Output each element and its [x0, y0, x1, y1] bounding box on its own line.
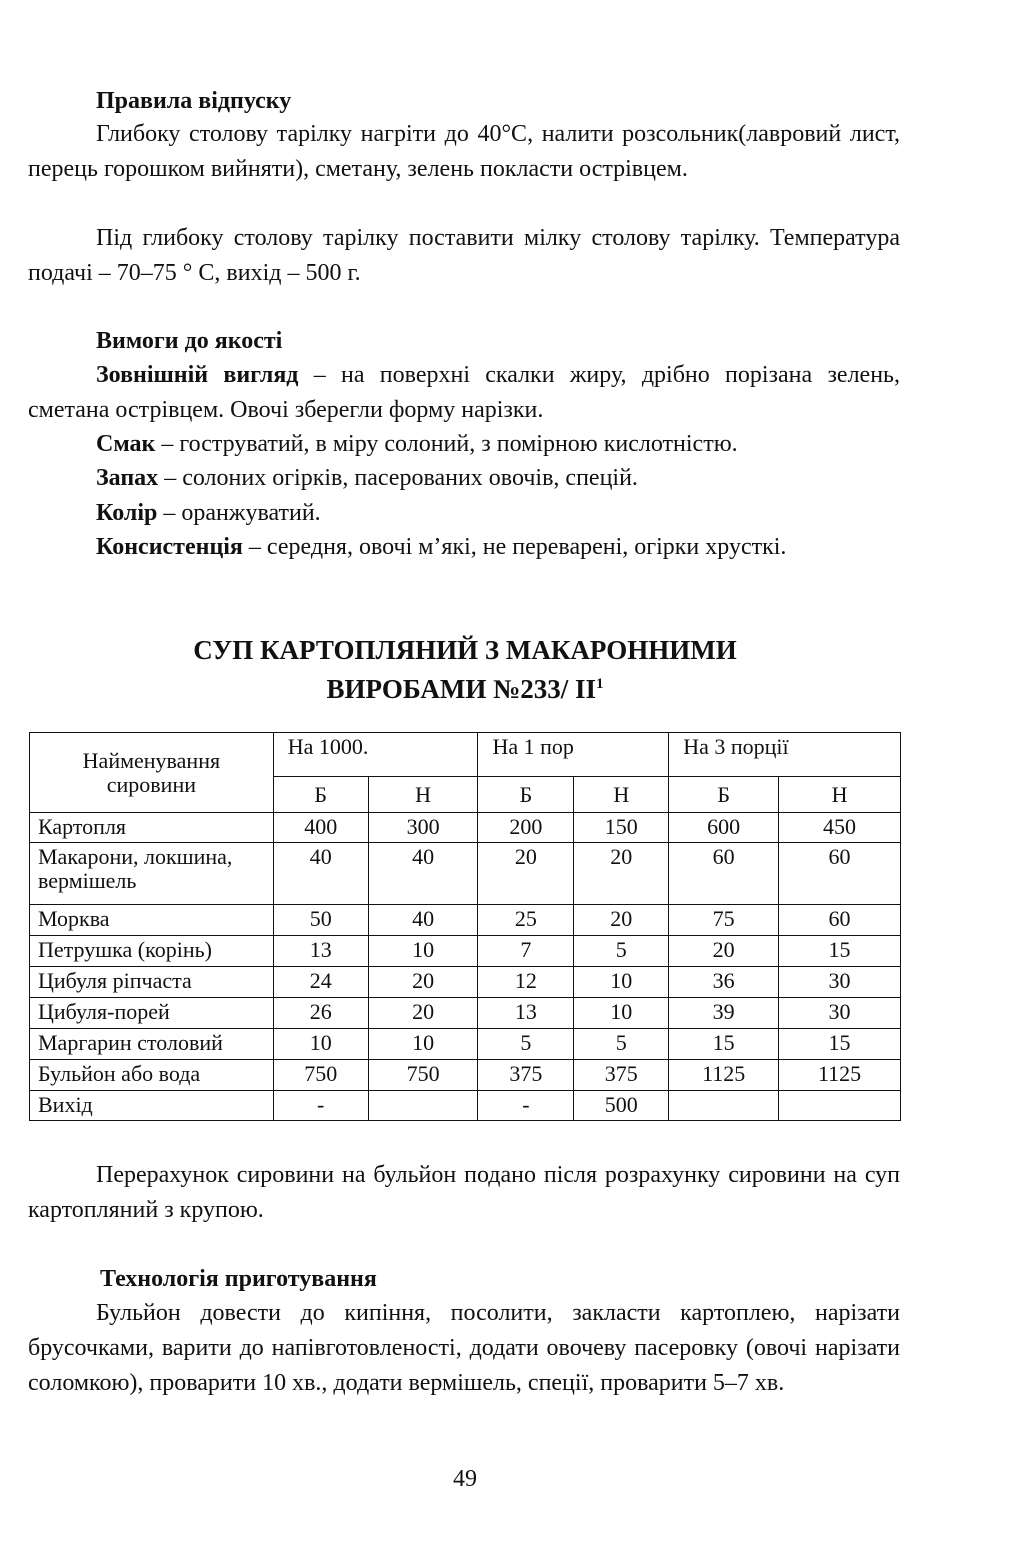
- subcolumn-net: Н: [368, 777, 478, 813]
- column-group-3-portions: На 3 порції: [669, 733, 901, 777]
- quality-text: – гоструватий, в міру солоний, з помірною кислотністю.: [155, 431, 738, 457]
- quantity-cell: 5: [478, 1029, 574, 1060]
- ingredient-name: Цибуля ріпчаста: [30, 967, 274, 998]
- table-row: [30, 813, 901, 843]
- table-row: [30, 936, 901, 967]
- recalculation-note: Перерахунок сировини на бульйон подано після розрахунку сировини на суп картопляний з крупою.: [28, 1162, 900, 1223]
- quantity-cell: 500: [574, 1091, 669, 1121]
- subcolumn-gross: Б: [273, 777, 368, 813]
- quality-consistency: [28, 530, 900, 565]
- technology-paragraph: Бульйон довести до кипіння, посолити, закласти картоплею, нарізати брусочками, варити до напівготовленості, додати овочеву пасеровку (овочі нарізати соломкою), проварити 10 хв., додати вермішель, спеції, проварити 5–7 хв.: [28, 1300, 900, 1396]
- subcolumn-gross: Б: [478, 777, 574, 813]
- quality-term: Колір: [96, 500, 158, 526]
- subcolumn-net: Н: [574, 777, 669, 813]
- quantity-cell: 600: [669, 813, 779, 843]
- quantity-cell: 24: [273, 967, 368, 998]
- table-row: [30, 1091, 901, 1121]
- quality-term: Зовнішній вигляд: [96, 362, 299, 388]
- ingredient-name: Бульйон або вода: [30, 1060, 274, 1091]
- quality-appearance: [28, 358, 900, 428]
- table-row: [30, 1029, 901, 1060]
- quantity-cell: 20: [368, 967, 478, 998]
- quantity-cell: 75: [669, 905, 779, 936]
- quality-text: – середня, овочі м’які, не переварені, огірки хрусткі.: [242, 534, 787, 560]
- quantity-cell: 300: [368, 813, 478, 843]
- quantity-cell: 10: [574, 967, 669, 998]
- quality-taste: [28, 427, 900, 462]
- quantity-cell: 15: [779, 936, 901, 967]
- ingredient-name: Маргарин столовий: [30, 1029, 274, 1060]
- quantity-cell: 450: [779, 813, 901, 843]
- table-row: [30, 998, 901, 1029]
- quantity-cell: 200: [478, 813, 574, 843]
- recipe-title-line-1: СУП КАРТОПЛЯНИЙ З МАКАРОННИМИ: [193, 635, 737, 665]
- quantity-cell: 10: [273, 1029, 368, 1060]
- quantity-cell: [669, 1091, 779, 1121]
- ingredient-name: Морква: [30, 905, 274, 936]
- quantity-cell: 7: [478, 936, 574, 967]
- quantity-cell: [368, 1091, 478, 1121]
- quantity-cell: -: [273, 1091, 368, 1121]
- quality-heading: Вимоги до якості: [96, 328, 283, 354]
- quality-text: – на поверхні скалки жиру, дрібно порізана зелень, сметана острівцем. Овочі зберегли форму нарізки.: [28, 362, 900, 423]
- subcolumn-net: Н: [779, 777, 901, 813]
- quantity-cell: 13: [478, 998, 574, 1029]
- quantity-cell: 60: [779, 905, 901, 936]
- quantity-cell: 750: [273, 1060, 368, 1091]
- quantity-cell: 750: [368, 1060, 478, 1091]
- quantity-cell: 15: [669, 1029, 779, 1060]
- column-group-1000: На 1000.: [273, 733, 478, 777]
- column-group-1-portion: На 1 пор: [478, 733, 669, 777]
- quality-term: Консистенція: [96, 534, 243, 560]
- quantity-cell: 10: [368, 936, 478, 967]
- ingredient-name: Вихід: [30, 1091, 274, 1121]
- table-row: [30, 967, 901, 998]
- quantity-cell: 30: [779, 967, 901, 998]
- quality-term: Запах: [96, 465, 159, 491]
- quantity-cell: 400: [273, 813, 368, 843]
- quantity-cell: 1125: [669, 1060, 779, 1091]
- ingredients-table: [29, 732, 901, 1121]
- column-header-name: Найменування сировини: [30, 733, 274, 813]
- quantity-cell: [779, 1091, 901, 1121]
- quantity-cell: 30: [779, 998, 901, 1029]
- quality-text: – солоних огірків, пасерованих овочів, спецій.: [158, 465, 638, 491]
- technology-heading: Технологія приготування: [100, 1266, 377, 1292]
- quantity-cell: 20: [478, 843, 574, 905]
- quantity-cell: 20: [574, 843, 669, 905]
- ingredient-name: Картопля: [30, 813, 274, 843]
- ingredient-name: Петрушка (корінь): [30, 936, 274, 967]
- quantity-cell: 60: [779, 843, 901, 905]
- page-number: 49: [453, 1466, 477, 1492]
- quantity-cell: 5: [574, 936, 669, 967]
- ingredient-name: Макарони, локшина, вермішель: [30, 843, 274, 905]
- serving-paragraph-1: Глибоку столову тарілку нагріти до 40°С, налити розсольник(лавровий лист, перець горошком вийняти), сметану, зелень покласти острівцем.: [28, 121, 900, 182]
- quantity-cell: 20: [574, 905, 669, 936]
- quantity-cell: 60: [669, 843, 779, 905]
- quality-term: Смак: [96, 431, 156, 457]
- serving-paragraph-2: Під глибоку столову тарілку поставити мілку столову тарілку. Температура подачі – 70–75 ° С, вихід – 500 г.: [28, 225, 900, 286]
- quantity-cell: 10: [368, 1029, 478, 1060]
- quantity-cell: 50: [273, 905, 368, 936]
- quality-smell: [28, 461, 900, 496]
- recipe-title-line-2: [0, 667, 930, 706]
- table-row: [30, 843, 901, 905]
- table-row: [30, 1060, 901, 1091]
- quality-text: – оранжуватий.: [157, 500, 321, 526]
- serving-heading: Правила відпуску: [96, 88, 292, 114]
- quantity-cell: 40: [273, 843, 368, 905]
- quantity-cell: 40: [368, 905, 478, 936]
- recipe-title-text: ВИРОБАМИ №233/ ІІ: [326, 674, 596, 704]
- quantity-cell: 1125: [779, 1060, 901, 1091]
- quantity-cell: 20: [368, 998, 478, 1029]
- quantity-cell: 20: [669, 936, 779, 967]
- quantity-cell: 375: [478, 1060, 574, 1091]
- recipe-title-sup: 1: [595, 676, 604, 692]
- quantity-cell: 26: [273, 998, 368, 1029]
- quantity-cell: 36: [669, 967, 779, 998]
- quantity-cell: 10: [574, 998, 669, 1029]
- quantity-cell: -: [478, 1091, 574, 1121]
- quantity-cell: 13: [273, 936, 368, 967]
- quantity-cell: 5: [574, 1029, 669, 1060]
- quantity-cell: 39: [669, 998, 779, 1029]
- quantity-cell: 150: [574, 813, 669, 843]
- subcolumn-gross: Б: [669, 777, 779, 813]
- quality-color: [28, 496, 900, 531]
- quantity-cell: 25: [478, 905, 574, 936]
- quantity-cell: 375: [574, 1060, 669, 1091]
- quantity-cell: 40: [368, 843, 478, 905]
- quantity-cell: 12: [478, 967, 574, 998]
- quantity-cell: 15: [779, 1029, 901, 1060]
- ingredient-name: Цибуля-порей: [30, 998, 274, 1029]
- table-row: [30, 905, 901, 936]
